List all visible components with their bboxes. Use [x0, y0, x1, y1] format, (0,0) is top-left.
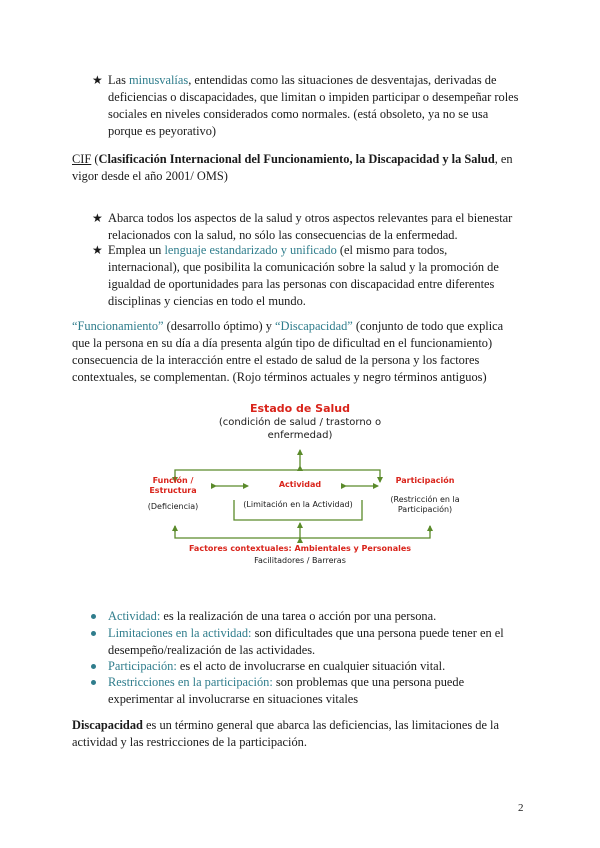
diagram-restriccion-1: (Restricción en la — [390, 495, 460, 504]
discapacidad-paragraph — [72, 717, 524, 751]
definition-text: es el acto de involucrarse en cualquier situación vital. — [176, 659, 446, 673]
diagram-facilitadores: Facilitadores / Barreras — [254, 556, 346, 565]
item-text: , entendidas como las situaciones de desventajas, derivadas de deficiencias o discapacidades, que limitan o impiden participar o desempeñar roles sociales en niveles considerados como normales. (está obsoleto, ya no se usa porque es peyorativo) — [108, 73, 519, 138]
bullet-dot-icon — [91, 680, 96, 685]
cif-full-name: Clasificación Internacional del Funcionamiento, la Discapacidad y la Salud — [98, 152, 495, 166]
text: (desarrollo óptimo) y — [163, 319, 276, 333]
term-funcionamiento: “Funcionamiento” — [72, 319, 164, 333]
star-bullet-icon: ★ — [92, 243, 103, 257]
page-number: 2 — [518, 802, 524, 814]
definition-text: son dificultades que una persona puede tener en el desempeño/realización de las actividades. — [108, 626, 504, 657]
definition-text: es la realización de una tarea o acción por una persona. — [160, 609, 437, 623]
item-text: (el mismo para todos, internacional), que posibilita la comunicación sobre la salud y la promoción de igualdad de oportunidades para las personas con discapacidad entre diferentes disciplinas y ciencias en todo el mundo. — [108, 243, 499, 308]
diagram-factores: Factores contextuales: Ambientales y Personales — [188, 544, 412, 553]
term-discapacidad-bold: Discapacidad — [72, 718, 143, 732]
star-bullet-icon: ★ — [92, 73, 103, 87]
bullet-dot-icon — [91, 631, 96, 636]
text: ( — [91, 152, 99, 166]
cif-diagram — [130, 396, 470, 572]
diagram-condicion-1: (condición de salud / trastorno o — [218, 417, 382, 428]
definition-item — [108, 674, 520, 708]
text: , en vigor desde el año 2001/ OMS) — [72, 152, 513, 183]
definition-item — [108, 608, 520, 625]
term-lenguaje: lenguaje estandarizado y unificado — [164, 243, 337, 257]
text: es un término general que abarca las deficiencias, las limitaciones de la actividad y las restricciones de la participación. — [72, 718, 500, 749]
text: (conjunto de todo que explica que la persona en su día a día presenta algún tipo de dificultad en el funcionamiento) consecuencia de la interacción entre el estado de salud de la persona y los factores contextuales, se complementan. (Rojo términos actuales y negro términos antiguos) — [72, 319, 504, 384]
term-discapacidad: “Discapacidad” — [275, 319, 353, 333]
definition-item — [108, 625, 520, 659]
cif-item-2 — [92, 242, 520, 310]
item-text: Emplea un — [108, 243, 165, 257]
star-bullet-icon: ★ — [92, 211, 103, 225]
cif-item-1 — [92, 210, 520, 244]
definition-term: Participación: — [108, 659, 177, 673]
item-text: Abarca todos los aspectos de la salud y otros aspectos relevantes para el bienestar relacionados con la salud, no sólo las consecuencias de la enfermedad. — [108, 211, 513, 242]
definition-item — [108, 658, 520, 675]
bullet-dot-icon — [91, 664, 96, 669]
diagram-actividad: Actividad — [278, 480, 322, 489]
diagram-participacion: Participación — [395, 476, 455, 485]
diagram-condicion-2: enfermedad) — [267, 430, 333, 441]
bottom-bracket — [175, 526, 430, 538]
minusvalias-item — [92, 72, 520, 140]
funcionamiento-paragraph — [72, 318, 524, 386]
cif-acronym: CIF — [72, 152, 92, 166]
definition-text: son problemas que una persona puede experimentar al involucrarse en situaciones vitales — [108, 675, 465, 706]
diagram-deficiencia: (Deficiencia) — [147, 502, 199, 511]
diagram-funcion-2: Estructura — [149, 486, 197, 495]
diagram-limitacion: (Limitación en la Actividad) — [243, 500, 353, 509]
diagram-funcion-1: Función / — [152, 476, 194, 485]
term-minusvalias: minusvalías — [129, 73, 189, 87]
diagram-estado-salud: Estado de Salud — [250, 402, 350, 415]
definition-term: Actividad: — [108, 609, 161, 623]
cif-heading — [72, 151, 524, 185]
item-text: Las — [108, 73, 129, 87]
bullet-dot-icon — [91, 614, 96, 619]
definition-term: Restricciones en la participación: — [108, 675, 273, 689]
diagram-restriccion-2: Participación) — [397, 505, 453, 514]
definition-term: Limitaciones en la actividad: — [108, 626, 252, 640]
